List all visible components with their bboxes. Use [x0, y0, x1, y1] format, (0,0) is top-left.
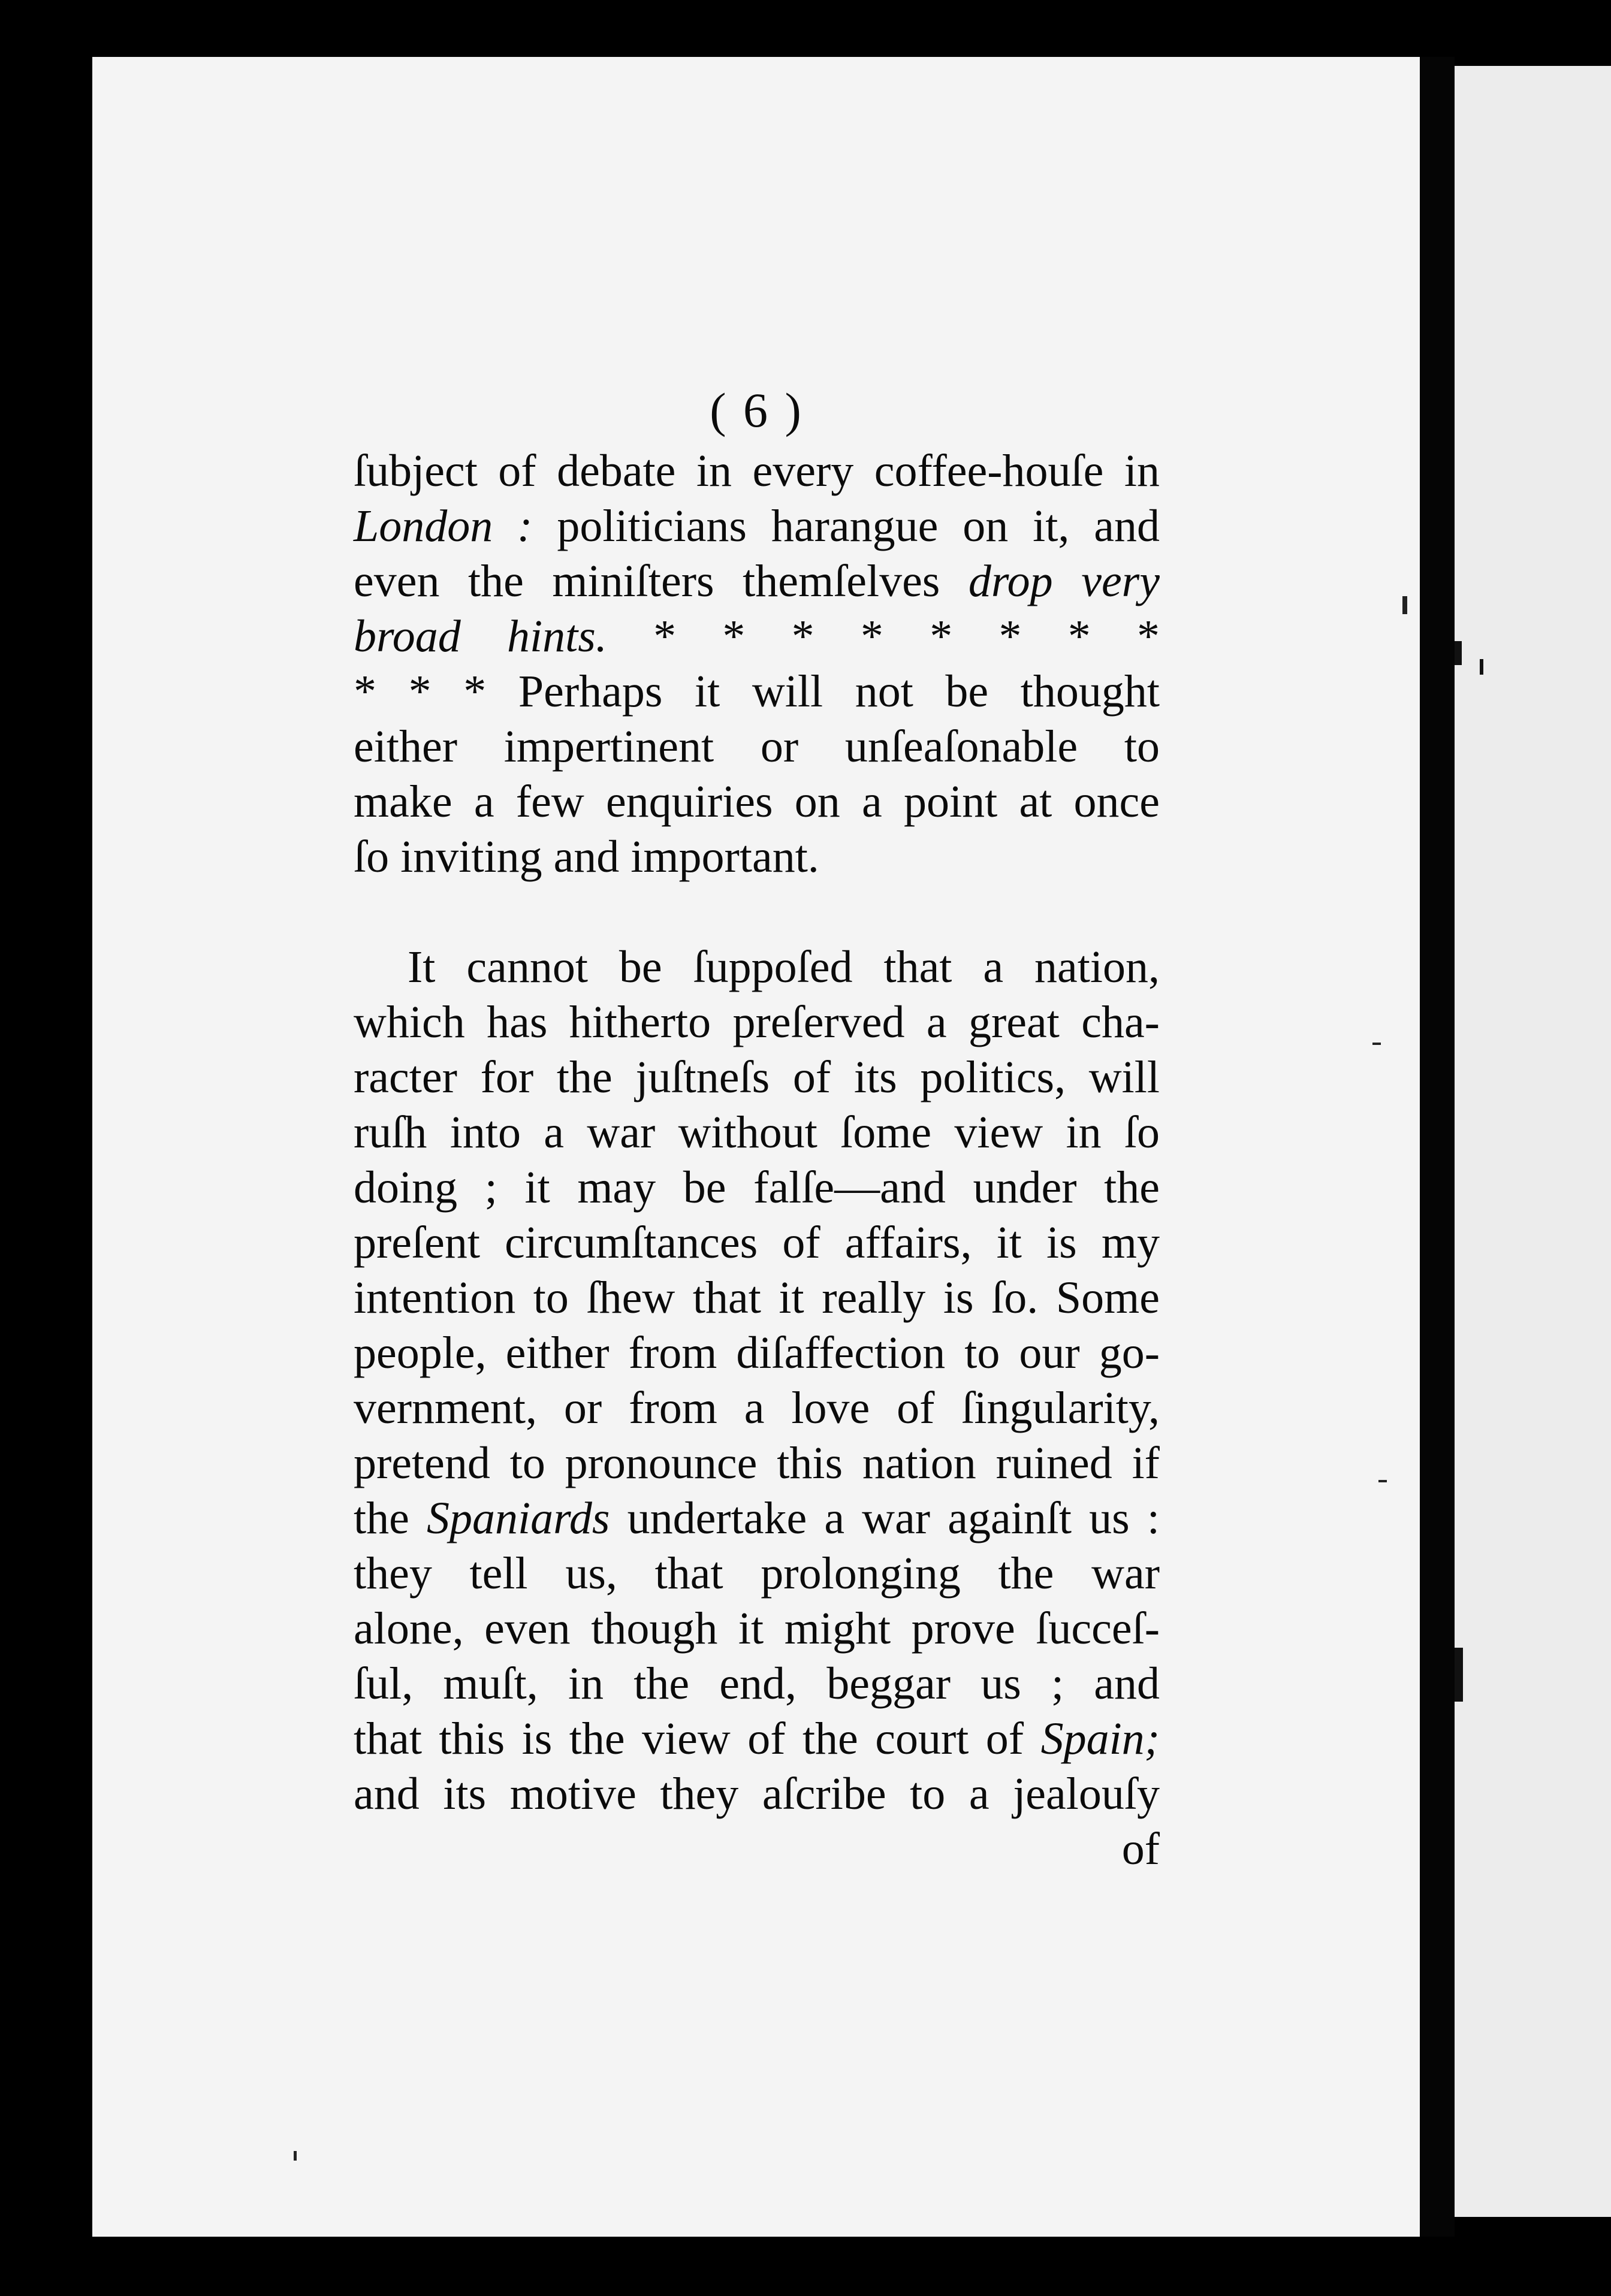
text-line	[354, 1711, 1160, 1766]
ink-mark	[1455, 1648, 1463, 1702]
text-line: and its motive they aſcribe to a jealouſy	[354, 1769, 1160, 1819]
text-line: either impertinent or unſeaſonable to	[354, 721, 1160, 772]
facing-page-edge	[1455, 66, 1611, 2217]
text-line	[354, 609, 1160, 664]
text-run: undertake a war againſt us :	[610, 1493, 1160, 1543]
text-line: It cannot be ſuppoſed that a nation,	[408, 942, 1160, 992]
italic-place-name: Spain;	[1040, 1714, 1160, 1764]
text-line: ſubject of debate in every coffee-houſe in	[354, 446, 1160, 496]
text-line: intention to ſhew that it really is ſo. Some	[354, 1273, 1160, 1323]
italic-phrase: drop very	[968, 556, 1160, 606]
text-run: politicians harangue on it, and	[532, 501, 1160, 551]
text-line: ſo inviting and important.	[354, 832, 819, 882]
asterisks: * * * * * * * *	[607, 611, 1160, 661]
ink-mark	[1480, 659, 1483, 675]
ink-speck	[294, 2151, 297, 2161]
italic-nationality: Spaniards	[426, 1493, 610, 1543]
text-line: ruſh into a war without ſome view in ſo	[354, 1107, 1160, 1158]
text-line: pretend to pronounce this nation ruined if	[354, 1438, 1160, 1488]
text-line: vernment, or from a love of ſingularity,	[354, 1383, 1160, 1433]
page-text	[354, 383, 1160, 1877]
text-line: which has hitherto preſerved a great cha-	[354, 997, 1160, 1047]
text-run: even the miniſters themſelves	[354, 556, 969, 606]
text-line: they tell us, that prolonging the war	[354, 1548, 1160, 1599]
text-line: alone, even though it might prove ſucceſ-	[354, 1603, 1160, 1654]
text-run: the	[354, 1493, 427, 1543]
catchword: of	[1121, 1824, 1160, 1874]
ink-speck	[1372, 1043, 1381, 1045]
text-line	[354, 554, 1160, 609]
text-run: that this is the view of the court of	[354, 1714, 1041, 1764]
ink-speck	[1378, 1480, 1387, 1482]
italic-place-name: London :	[354, 501, 533, 551]
page-number: ( 6 )	[710, 383, 804, 437]
italic-phrase: broad hints.	[354, 611, 607, 661]
page-gutter	[1420, 57, 1455, 2237]
paragraph-1	[354, 443, 1160, 884]
text-line: * * * Perhaps it will not be thought	[354, 666, 1160, 717]
ink-mark	[1455, 641, 1462, 665]
text-line	[354, 1491, 1160, 1546]
text-line: ſul, muſt, in the end, beggar us ; and	[354, 1658, 1160, 1709]
text-line: doing ; it may be falſe—and under the	[354, 1162, 1160, 1213]
text-line: preſent circumſtances of affairs, it is my	[354, 1218, 1160, 1268]
paragraph-2	[354, 939, 1160, 1821]
ink-speck	[1402, 596, 1407, 614]
text-line	[354, 499, 1160, 554]
text-line: make a few enquiries on a point at once	[354, 777, 1160, 827]
text-line: people, either from diſaffection to our go-	[354, 1328, 1160, 1378]
text-line: racter for the juſtneſs of its politics, will	[354, 1052, 1160, 1102]
